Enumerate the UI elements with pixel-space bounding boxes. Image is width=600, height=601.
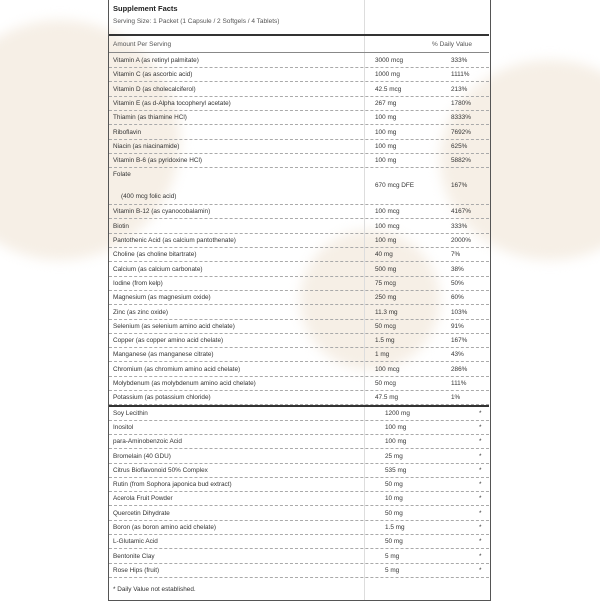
nutrient-daily-value: * xyxy=(479,495,482,503)
panel-title: Supplement Facts xyxy=(113,4,178,13)
nutrient-daily-value: 1111% xyxy=(451,71,470,79)
nutrient-name: Vitamin E (as d-Alpha tocopheryl acetate) xyxy=(113,99,231,107)
nutrient-daily-value: * xyxy=(479,409,482,417)
nutrient-name: Citrus Bioflavonoid 50% Complex xyxy=(113,466,208,474)
nutrient-daily-value: 213% xyxy=(451,85,468,93)
nutrient-daily-value: * xyxy=(479,423,482,431)
footnote: * Daily Value not established. xyxy=(113,586,196,593)
nutrient-amount: 40 mg xyxy=(375,251,393,259)
nutrient-amount: 500 mg xyxy=(375,265,397,273)
nutrient-name: Thiamin (as thiamine HCl) xyxy=(113,114,187,122)
nutrient-name: Riboflavin xyxy=(113,128,142,136)
nutrient-name: Biotin xyxy=(113,222,129,230)
nutrient-name: Niacin (as niacinamide) xyxy=(113,142,180,150)
nutrient-name: Quercetin Dihydrate xyxy=(113,509,170,517)
nutrient-amount: 1.5 mg xyxy=(375,337,395,345)
nutrient-name: Bentonite Clay xyxy=(113,552,155,560)
nutrient-name: Magnesium (as magnesium oxide) xyxy=(113,294,211,302)
supplement-facts-panel xyxy=(108,0,491,601)
nutrient-name: Soy Lecithin xyxy=(113,409,148,417)
nutrient-name: Folate xyxy=(113,171,131,179)
nutrient-daily-value: 7% xyxy=(451,251,461,259)
nutrient-amount: 100 mg xyxy=(375,128,397,136)
nutrient-daily-value: * xyxy=(479,552,482,560)
nutrient-amount: 50 mg xyxy=(385,538,403,546)
nutrient-amount: 11.3 mg xyxy=(375,308,398,316)
nutrient-amount: 5 mg xyxy=(385,566,400,574)
nutrient-daily-value: 167% xyxy=(451,182,468,190)
nutrient-daily-value: * xyxy=(479,524,482,531)
nutrient-daily-value: 38% xyxy=(451,265,464,273)
nutrient-name: Rose Hips (fruit) xyxy=(113,566,160,574)
nutrient-name: Chromium (as chromium amino acid chelate) xyxy=(113,365,241,373)
nutrient-amount: 100 mcg xyxy=(375,365,400,373)
nutrient-daily-value: 625% xyxy=(451,142,468,150)
nutrient-daily-value: 50% xyxy=(451,279,464,287)
nutrient-amount: 535 mg xyxy=(385,466,407,474)
nutrient-amount: 100 mcg xyxy=(375,222,400,230)
nutrient-name: Calcium (as calcium carbonate) xyxy=(113,265,203,273)
nutrient-amount: 100 mg xyxy=(385,438,407,446)
nutrient-name: L-Glutamic Acid xyxy=(113,538,158,546)
nutrient-daily-value: 43% xyxy=(451,351,464,359)
nutrient-name: Bromelain (40 GDU) xyxy=(113,452,171,460)
nutrient-daily-value: 5882% xyxy=(451,157,471,165)
nutrient-daily-value: * xyxy=(479,466,482,474)
nutrient-name: Inositol xyxy=(113,423,134,431)
nutrient-daily-value: 111% xyxy=(451,380,467,387)
nutrient-amount: 50 mg xyxy=(385,481,403,489)
nutrient-amount: 250 mg xyxy=(375,294,397,302)
nutrient-name: Vitamin B-6 (as pyridoxine HCl) xyxy=(113,157,203,165)
nutrient-daily-value: * xyxy=(479,438,482,446)
nutrient-amount: 50 mcg xyxy=(375,322,396,330)
nutrient-amount: 100 mg xyxy=(375,142,397,150)
daily-value-header: % Daily Value xyxy=(432,41,472,48)
nutrient-name: para-Aminobenzoic Acid xyxy=(113,438,182,446)
nutrient-name: Vitamin D (as cholecalciferol) xyxy=(113,85,196,93)
nutrient-amount: 25 mg xyxy=(385,452,403,460)
nutrient-name: Vitamin A (as retinyl palmitate) xyxy=(113,57,199,64)
nutrient-name: Acerola Fruit Powder xyxy=(113,495,173,503)
nutrient-subtext: (400 mcg folic acid) xyxy=(121,193,177,201)
nutrient-amount: 1000 mg xyxy=(375,71,400,79)
nutrient-name: Iodine (from kelp) xyxy=(113,279,163,287)
nutrient-name: Boron (as boron amino acid chelate) xyxy=(113,524,217,531)
nutrient-daily-value: 8333% xyxy=(451,114,471,122)
nutrient-amount: 10 mg xyxy=(385,495,403,503)
nutrient-daily-value: 60% xyxy=(451,294,464,302)
nutrient-daily-value: 1% xyxy=(451,394,461,402)
nutrient-daily-value: 2000% xyxy=(451,237,471,244)
nutrient-name: Vitamin B-12 (as cyanocobalamin) xyxy=(113,208,211,216)
nutrient-name: Pantothenic Acid (as calcium pantothenate) xyxy=(113,237,236,244)
nutrient-amount: 100 mg xyxy=(375,237,397,244)
nutrient-amount: 670 mcg DFE xyxy=(375,182,415,190)
nutrient-amount: 1 mg xyxy=(375,351,390,359)
nutrient-daily-value: 286% xyxy=(451,365,468,373)
nutrient-amount: 1200 mg xyxy=(385,409,410,417)
nutrient-daily-value: 1780% xyxy=(451,99,471,107)
nutrient-amount: 267 mg xyxy=(375,99,397,107)
nutrient-daily-value: 91% xyxy=(451,322,464,330)
nutrient-amount: 50 mg xyxy=(385,509,403,517)
nutrient-amount: 100 mg xyxy=(385,423,407,431)
amount-per-serving-header: Amount Per Serving xyxy=(113,41,172,48)
nutrient-amount: 5 mg xyxy=(385,552,400,560)
nutrient-name: Vitamin C (as ascorbic acid) xyxy=(113,71,193,79)
nutrient-name: Molybdenum (as molybdenum amino acid chelate) xyxy=(113,380,256,387)
nutrient-daily-value: * xyxy=(479,509,482,517)
nutrient-amount: 1.5 mg xyxy=(385,524,405,531)
nutrient-amount: 3000 mcg xyxy=(375,57,404,64)
nutrient-daily-value: 167% xyxy=(451,337,468,345)
nutrient-amount: 100 mg xyxy=(375,157,397,165)
nutrient-daily-value: 333% xyxy=(451,57,468,64)
nutrient-name: Potassium (as potassium chloride) xyxy=(113,394,211,402)
nutrient-name: Selenium (as selenium amino acid chelate) xyxy=(113,322,235,330)
nutrient-amount: 100 mcg xyxy=(375,208,400,216)
nutrient-amount: 75 mcg xyxy=(375,279,396,287)
nutrient-daily-value: * xyxy=(479,566,482,574)
nutrient-amount: 47.5 mg xyxy=(375,394,399,402)
nutrient-daily-value: * xyxy=(479,538,482,546)
nutrient-amount: 50 mcg xyxy=(375,380,396,387)
nutrient-daily-value: 4167% xyxy=(451,208,471,216)
nutrient-amount: 42.5 mcg xyxy=(375,85,402,93)
nutrient-name: Copper (as copper amino acid chelate) xyxy=(113,337,224,345)
nutrient-daily-value: 7692% xyxy=(451,128,471,136)
nutrient-daily-value: 103% xyxy=(451,308,468,316)
nutrient-name: Manganese (as manganese citrate) xyxy=(113,351,214,359)
nutrient-name: Rutin (from Sophora japonica bud extract) xyxy=(113,481,232,489)
nutrient-daily-value: * xyxy=(479,481,482,489)
nutrient-daily-value: 333% xyxy=(451,222,468,230)
serving-size: Serving Size: 1 Packet (1 Capsule / 2 Softgels / 4 Tablets) xyxy=(113,18,280,25)
nutrient-amount: 100 mg xyxy=(375,114,397,122)
nutrient-name: Zinc (as zinc oxide) xyxy=(113,308,169,316)
nutrient-name: Choline (as choline bitartrate) xyxy=(113,251,197,259)
nutrient-daily-value: * xyxy=(479,452,482,460)
